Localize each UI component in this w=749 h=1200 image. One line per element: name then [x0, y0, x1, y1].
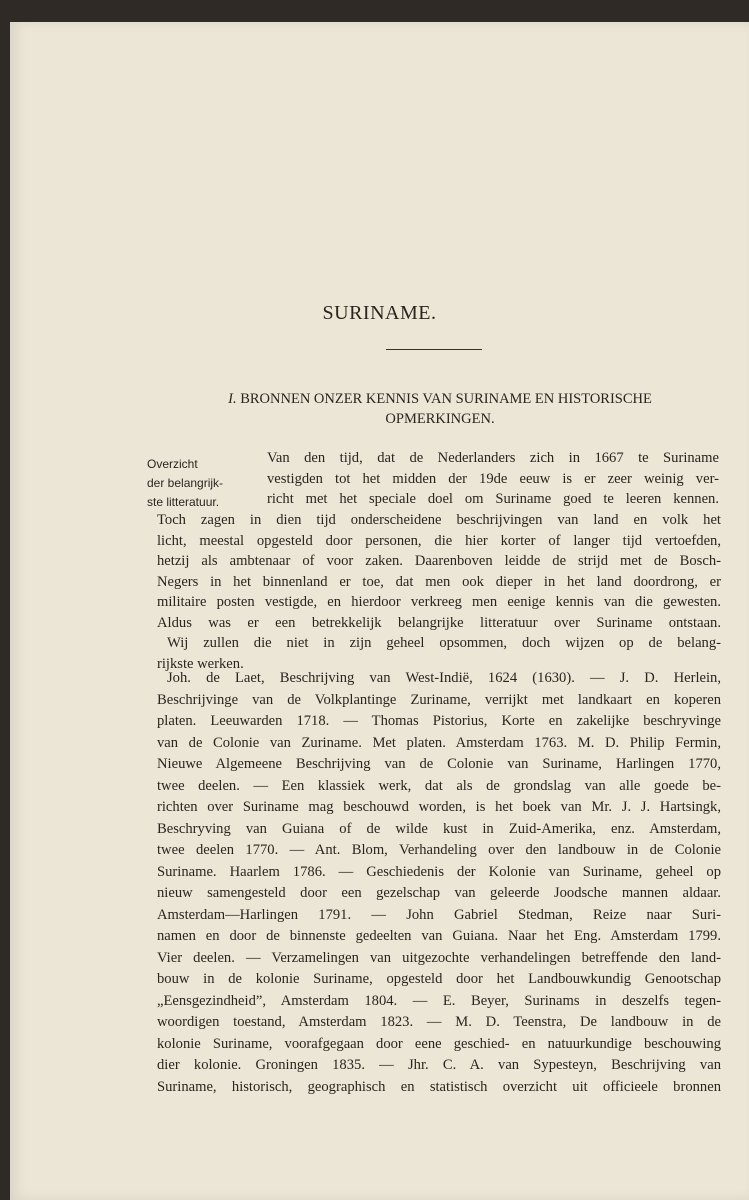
bibliography-line: bouw in de kolonie Suriname, opgesteld door het Landbouwkundig Genootschap	[157, 971, 721, 987]
section-heading	[170, 389, 710, 429]
section-number: I.	[228, 391, 237, 407]
text-line: militaire posten vestigde, en hierdoor verkreeg men eenige kennis van die gewesten.	[157, 594, 721, 610]
bibliography-line: „Eensgezindheid”, Amsterdam 1804. — E. Beyer, Surinams in deszelfs tegen-	[157, 992, 721, 1009]
bibliography-line: twee deelen. — Een klassiek werk, dat als de grondslag van alle goede be-	[157, 777, 721, 794]
bibliography-line: Suriname. Haarlem 1786. — Geschiedenis der Kolonie van Suriname, geheel op	[157, 863, 721, 880]
section-heading-line-1	[170, 389, 710, 409]
bibliography-line: nieuw samengesteld door een gezelschap van geleerde Joodsche mannen aldaar.	[157, 885, 721, 901]
book-page	[10, 22, 749, 1200]
text-line: Negers in het binnenland er toe, dat men ook dieper in het land doordrong, er	[157, 573, 721, 590]
bibliography-line: Suriname, historisch, geographisch en statistisch overzicht uit officieele bronnen	[157, 1078, 721, 1095]
text-line: rijkste werken.	[157, 655, 244, 672]
bibliography-line: Amsterdam—Harlingen 1791. — John Gabriel Stedman, Reize naar Suri-	[157, 906, 721, 923]
bibliography-line: kolonie Suriname, voorafgegaan door eene geschied- en natuurkundige beschouwing	[157, 1035, 721, 1052]
text-line: richt met het speciale doel om Suriname goed te leeren kennen.	[267, 491, 719, 507]
text-line: vestigden tot het midden der 19de eeuw is er zeer weinig ver-	[267, 470, 719, 487]
body-paragraph	[157, 510, 721, 674]
text-line: licht, meestal opgesteld door personen, die hier korter of langer tijd vertoefden,	[157, 532, 721, 549]
text-line: Aldus was er een betrekkelijk belangrijke litteratuur over Suriname ontstaan.	[157, 614, 721, 631]
text-line: hetzij als ambtenaar of voor zaken. Daarenboven leidde de strijd met de Bosch-	[157, 553, 721, 569]
bibliography-line: dier kolonie. Groningen 1835. — Jhr. C. A. van Sypesteyn, Beschrijving van	[157, 1057, 721, 1073]
bibliography-line: van de Colonie van Zuriname. Met platen. Amsterdam 1763. M. D. Philip Fermin,	[157, 734, 721, 751]
margin-note-line: Overzicht	[147, 457, 198, 471]
bibliography	[157, 668, 721, 1098]
bibliography-line: Joh. de Laet, Beschrijving van West-Indië, 1624 (1630). — J. D. Herlein,	[167, 670, 721, 686]
bibliography-line: woordigen toestand, Amsterdam 1823. — M. D. Teenstra, De landbouw in de	[157, 1014, 721, 1030]
bibliography-line: platen. Leeuwarden 1718. — Thomas Pistorius, Korte en zakelijke beschryvinge	[157, 713, 721, 729]
text-line: Van den tijd, dat de Nederlanders zich in 1667 te Suriname	[267, 450, 719, 466]
bibliography-line: richten over Suriname mag beschouwd worden, is het boek van Mr. J. J. Hartsingk,	[157, 799, 721, 815]
margin-note-line: ste litteratuur.	[147, 495, 220, 509]
intro-paragraph	[267, 448, 719, 510]
bibliography-line: Vier deelen. — Verzamelingen van uitgezochte verhandelingen betreffende den land-	[157, 949, 721, 966]
title-divider	[386, 349, 482, 350]
margin-note	[147, 455, 223, 512]
section-heading-text-1: BRONNEN ONZER KENNIS VAN SURINAME EN HISTORISCHE	[240, 391, 652, 407]
bibliography-line: Beschrijvinge van de Volkplantinge Zuriname, verrijkt met landkaart en koperen	[157, 691, 721, 708]
text-line: Toch zagen in dien tijd onderscheidene beschrijvingen van land en volk het	[157, 512, 721, 528]
bibliography-line: Nieuwe Algemeene Beschrijving van de Colonie van Suriname, Harlingen 1770,	[157, 756, 721, 772]
bibliography-line: namen en door de binnenste gedeelten van Guiana. Naar het Eng. Amsterdam 1799.	[157, 928, 721, 944]
margin-note-line: der belangrijk-	[147, 476, 224, 490]
bibliography-line: Beschryving van Guiana of de wilde kust in Zuid-Amerika, enz. Amsterdam,	[157, 820, 721, 837]
bibliography-line: twee deelen 1770. — Ant. Blom, Verhandeling over den landbouw in de Colonie	[157, 842, 721, 858]
page-title: SURINAME.	[322, 302, 437, 324]
section-heading-text-2: OPMERKINGEN.	[385, 411, 495, 427]
text-line: Wij zullen die niet in zijn geheel opsommen, doch wijzen op de belang-	[167, 635, 721, 651]
